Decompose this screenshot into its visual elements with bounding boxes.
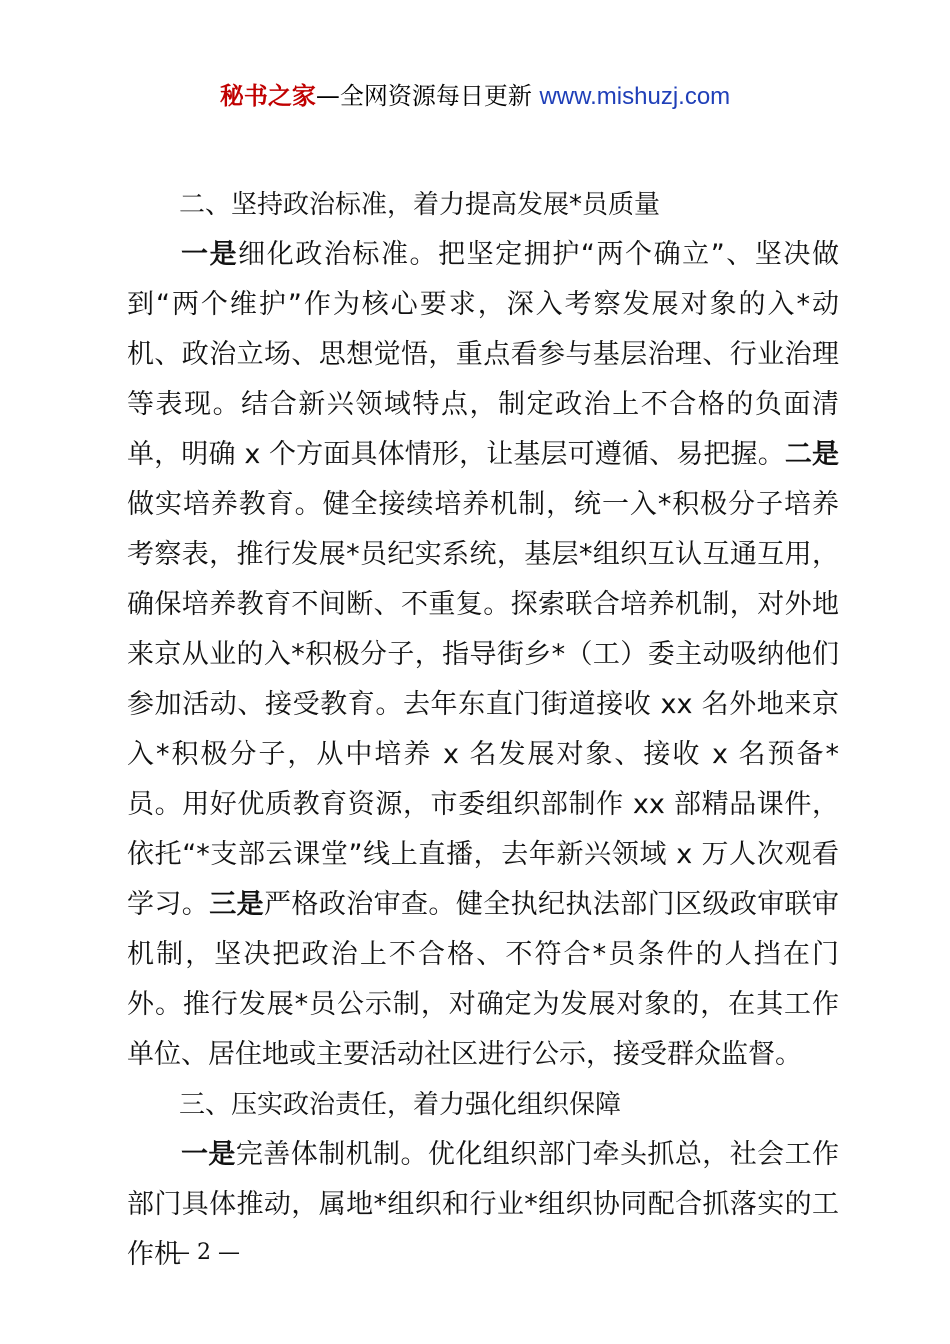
point-two-text: 做实培养教育。健全接续培养机制，统一入*积极分子培养考察表，推行发展*员纪实系统，基层*组织互认互通互用，确保培养教育不间断、不重复。探索联合培养机制，对外地来京从业的入*积极分子，指导街乡*（工）委主动吸纳他们参加活动、接受教育。去年东直门街道接收 xx 名外地来京入*积极分子，从中培养 x 名发展对象、接收 x 名预备*员。用好优质教育资源，市委组织部制作 xx 部精品课件，依托“*支部云课堂”线上直播，去年新兴领域 x 万人次观看学习。 bbox=[127, 489, 839, 920]
point-two-lead: 二是 bbox=[784, 439, 839, 470]
banner-slogan: —全网资源每日更新 bbox=[315, 82, 540, 110]
point-one-text: 细化政治标准。把坚定拥护“两个确立”、坚决做到“两个维护”作为核心要求，深入考察发展对象的入*动机、政治立场、思想觉悟，重点看参与基层治理、行业治理等表现。结合新兴领域特点，制定政治上不合格的负面清单，明确 x 个方面具体情形，让基层可遵循、易把握。 bbox=[127, 239, 839, 470]
section-3-point-one-lead: 一是 bbox=[181, 1139, 236, 1170]
document-body bbox=[127, 180, 839, 1280]
point-one-lead: 一是 bbox=[181, 239, 239, 270]
banner-url[interactable]: www.mishuzj.com bbox=[539, 83, 731, 110]
section-heading-2: 二、坚持政治标准，着力提高发展*员质量 bbox=[179, 190, 661, 220]
section-3-point-one-text: 完善体制机制。优化组织部门牵头抓总，社会工作部门具体推动，属地*组织和行业*组织协同配合抓落实的工作机 bbox=[127, 1139, 840, 1270]
section-heading-3: 三、压实政治责任，着力强化组织保障 bbox=[179, 1090, 622, 1120]
page-number: — 2 — bbox=[168, 1240, 240, 1265]
banner-brand: 秘书之家 bbox=[219, 82, 316, 110]
site-banner bbox=[0, 80, 950, 113]
point-three-lead: 三是 bbox=[209, 889, 265, 920]
section-2-paragraph bbox=[127, 230, 839, 1080]
point-three-text: 严格政治审查。健全执纪执法部门区级政审联审机制，坚决把政治上不合格、不符合*员条件的人挡在门外。推行发展*员公示制，对确定为发展对象的，在其工作单位、居住地或主要活动社区进行公示，接受群众监督。 bbox=[127, 889, 840, 1070]
